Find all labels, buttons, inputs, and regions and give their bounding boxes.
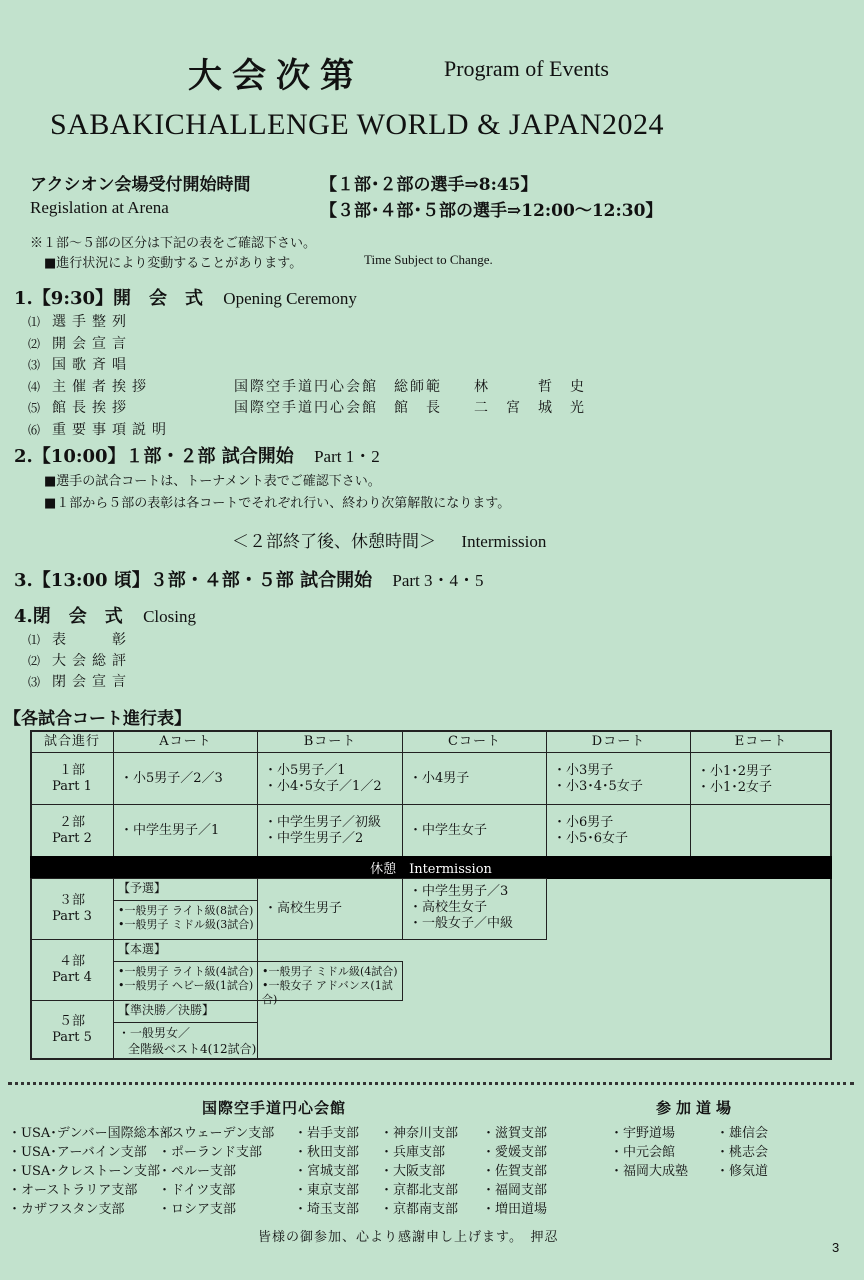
part3-label [30, 878, 114, 940]
list-item: ・オーストラリア支部 [8, 1183, 138, 1198]
list-item: ・岩手支部 [294, 1126, 360, 1141]
part3-court-b [257, 878, 403, 940]
section1-item-4: ⑷ 主催者挨拶 [28, 378, 152, 395]
header-court-e: Eコート [690, 730, 832, 753]
list-item: ・中学生男子／3 [409, 884, 509, 899]
list-item: ・ポーランド支部 [158, 1145, 263, 1160]
part5-a-label: 【準決勝／決勝】 [118, 1003, 215, 1017]
list-item: ・一般女子／中級 [409, 916, 514, 931]
header-court-b: Bコート [257, 730, 403, 753]
branch-col-4 [380, 1124, 458, 1219]
list-item: ・中学生男子／1 [120, 822, 220, 838]
section1-item-5: ⑸ 館長挨拶 [28, 400, 132, 416]
list-item: ・中学生女子 [409, 822, 488, 838]
part2-court-c [402, 804, 547, 857]
part4-a-label: 【本選】 [118, 942, 167, 956]
section4-item-3: ⑶ 閉会宣言 [28, 674, 132, 690]
section1-item-6: ⑹ 重要事項説明 [28, 421, 172, 438]
speaker1: 国際空手道円心会館 総師範 林 哲 史 [234, 379, 586, 395]
list-item: ・福岡支部 [482, 1183, 548, 1198]
part4-court-a-box [113, 961, 258, 1001]
event-name: SABAKICHALLENGE WORLD & JAPAN2024 [50, 108, 665, 141]
list-item: ・宮城支部 [294, 1164, 360, 1179]
dojo-col-1 [610, 1124, 688, 1181]
part4-label-en: Part 4 [52, 970, 92, 985]
part3-label-en: Part 3 [52, 909, 92, 924]
list-item: ・京都北支部 [380, 1183, 459, 1198]
list-item: ・小5男子／1 [264, 762, 346, 778]
list-item: ・佐賀支部 [482, 1164, 548, 1179]
dojo-title: 参加道場 [656, 1099, 737, 1117]
section4-item-1: ⑴ 表 彰 [28, 632, 132, 648]
part2-label-en: Part 2 [52, 830, 92, 846]
section4-items [28, 630, 132, 693]
list-item: ・USA･クレストーン支部 [8, 1164, 161, 1179]
branch-col-5 [482, 1124, 547, 1219]
part2-court-a [113, 804, 258, 857]
list-item: ・USA･アーバイン支部 [8, 1145, 147, 1160]
section2-title-jp: 2.【10:00】１部・２部 試合開始 [14, 446, 294, 467]
list-item: ・ペルー支部 [158, 1164, 237, 1179]
part5-court-a-box [113, 1022, 258, 1060]
list-item: ・京都南支部 [380, 1202, 459, 1217]
footer-divider [8, 1082, 854, 1085]
table-title: 【各試合コート進行表】 [4, 709, 191, 729]
part1-court-e [690, 752, 832, 805]
section2-title-en: Part 1・2 [314, 447, 380, 466]
list-item: ・スウェーデン支部 [158, 1126, 275, 1141]
list-item: •一般男子 ミドル級(4試合) [262, 965, 398, 978]
registration-note2-en: Time Subject to Change. [364, 252, 493, 267]
list-item: 全階級ベスト4(12試合) [128, 1042, 257, 1056]
section1-item-2: ⑵ 開会宣言 [28, 335, 132, 352]
part2-label [30, 804, 114, 857]
list-item: ・小4･5女子／1／2 [264, 778, 382, 794]
header-court-c: Cコート [402, 730, 547, 753]
list-item: ・滋賀支部 [482, 1126, 548, 1141]
list-item: ・小1･2女子 [697, 780, 773, 795]
list-item: ・宇野道場 [610, 1126, 676, 1141]
branch-col-1 [8, 1124, 173, 1219]
list-item: ・ロシア支部 [158, 1202, 237, 1217]
part4-label-jp: ４部 [58, 954, 85, 969]
part3-a-label: 【予選】 [118, 881, 167, 895]
list-item: ・雄信会 [716, 1126, 769, 1141]
intermission-en: Intermission [461, 532, 547, 551]
dojo-col-2 [716, 1124, 768, 1181]
list-item: •一般男子 ミドル級(3試合) [118, 918, 254, 931]
part1-label-en: Part 1 [52, 778, 92, 794]
registration-time2: 【３部･４部･５部の選手⇒12:00〜12:30】 [320, 201, 663, 221]
list-item: ・東京支部 [294, 1183, 360, 1198]
list-item: ・高校生女子 [409, 900, 488, 915]
list-item: ・小5男子／2／3 [120, 770, 223, 786]
section3-title-en: Part 3・4・5 [392, 571, 484, 590]
part3-court-a-box [113, 900, 258, 940]
list-item: ・小1･2男子 [697, 764, 773, 779]
part4-court-b [257, 961, 403, 1006]
part2-label-jp: ２部 [58, 814, 85, 830]
list-item: •一般男子 ヘビー級(1試合) [118, 979, 254, 992]
section2-note1: ■選手の試合コートは、トーナメント表でご確認下さい。 [44, 474, 381, 489]
list-item: ・埼玉支部 [294, 1202, 360, 1217]
list-item: ・中元会館 [610, 1145, 676, 1160]
title-en: Program of Events [444, 56, 609, 81]
section2-title [14, 442, 380, 468]
part1-court-a [113, 752, 258, 805]
list-item: ・小3男子 [553, 762, 614, 778]
part2-court-e [690, 804, 832, 857]
list-item: ・愛媛支部 [482, 1145, 548, 1160]
part2-court-d [546, 804, 691, 857]
part5-label [30, 1000, 114, 1060]
part1-court-b [257, 752, 403, 805]
list-item: ・修気道 [716, 1164, 769, 1179]
list-item: ・増田道場 [482, 1202, 548, 1217]
part5-label-en: Part 5 [52, 1030, 92, 1045]
list-item: ・大阪支部 [380, 1164, 446, 1179]
section1-title-jp: 1.【9:30】開 会 式 [14, 288, 204, 309]
header-court-a: Aコート [113, 730, 258, 753]
section4-title-en: Closing [143, 607, 196, 626]
header-progress: 試合進行 [30, 730, 114, 753]
registration-note2: ■進行状況により変動することがあります。 [44, 256, 303, 271]
registration-label-en: Regislation at Arena [30, 198, 169, 217]
speaker2: 国際空手道円心会館 館 長 二 宮 城 光 [234, 400, 586, 416]
list-item: ・高校生男子 [264, 901, 343, 916]
list-item: ・USA･デンバー国際総本部 [8, 1126, 173, 1141]
list-item: •一般男子 ライト級(4試合) [118, 965, 254, 978]
part3-label-jp: ３部 [58, 893, 85, 908]
list-item: ・小3･4･5女子 [553, 778, 643, 794]
list-item: ・桃志会 [716, 1145, 769, 1160]
section4-item-2: ⑵ 大会総評 [28, 653, 132, 669]
part1-label-jp: １部 [58, 762, 85, 778]
page-number: 3 [832, 1240, 840, 1255]
section4-title-jp: 4.閉 会 式 [14, 606, 123, 627]
list-item: ・小5･6女子 [553, 830, 629, 846]
part1-court-d [546, 752, 691, 805]
intermission-text [232, 527, 546, 552]
thanks-message: 皆様の御参加、心より感謝申し上げます。 押忍 [258, 1230, 559, 1245]
section1-title-en: Opening Ceremony [223, 289, 357, 308]
section3-title [14, 566, 484, 592]
list-item: ・中学生男子／初級 [264, 814, 382, 830]
list-item: ・小4男子 [409, 770, 470, 786]
part1-label [30, 752, 114, 805]
list-item: ・兵庫支部 [380, 1145, 446, 1160]
header-court-d: Dコート [546, 730, 691, 753]
part3-court-c [402, 878, 547, 940]
registration-label-jp: アクシオン会場受付開始時間 [30, 175, 251, 195]
intermission-jp: ＜２部終了後、休憩時間＞ [232, 532, 436, 552]
section1-title [14, 284, 357, 310]
part5-label-jp: ５部 [58, 1014, 85, 1029]
registration-note1: ※１部〜５部の区分は下記の表をご確認下さい。 [30, 236, 317, 251]
list-item: ・神奈川支部 [380, 1126, 459, 1141]
section3-title-jp: 3.【13:00 頃】３部・４部・５部 試合開始 [14, 570, 373, 591]
section1-item-3: ⑶ 国歌斉唱 [28, 357, 132, 373]
registration-time1: 【１部･２部の選手⇒8:45】 [320, 175, 538, 195]
title-jp: 大会次第 [188, 56, 364, 96]
part1-court-c [402, 752, 547, 805]
section4-title [14, 602, 196, 628]
list-item: ・ドイツ支部 [158, 1183, 236, 1198]
court-table [30, 730, 832, 1060]
org-title: 国際空手道円心会館 [202, 1099, 347, 1117]
list-item: ・秋田支部 [294, 1145, 360, 1160]
section1-item-1: ⑴ 選手整列 [28, 314, 132, 330]
part4-label [30, 939, 114, 1001]
list-item: ・カザフスタン支部 [8, 1202, 125, 1217]
list-item: ・福岡大成塾 [610, 1164, 689, 1179]
intermission-bar: 休憩 Intermission [30, 856, 832, 879]
list-item: •一般男子 ライト級(8試合) [118, 904, 254, 917]
section2-note2: ■１部から５部の表彰は各コートでそれぞれ行い、終わり次第解散になります。 [44, 496, 511, 511]
branch-col-2 [158, 1124, 274, 1219]
section1-items [28, 312, 172, 441]
list-item: ・一般男女／ [118, 1026, 191, 1040]
list-item: •一般女子 アドバンス(1試合) [262, 979, 393, 1006]
list-item: ・小6男子 [553, 814, 614, 830]
part2-court-b [257, 804, 403, 857]
list-item: ・中学生男子／2 [264, 830, 364, 846]
branch-col-3 [294, 1124, 359, 1219]
